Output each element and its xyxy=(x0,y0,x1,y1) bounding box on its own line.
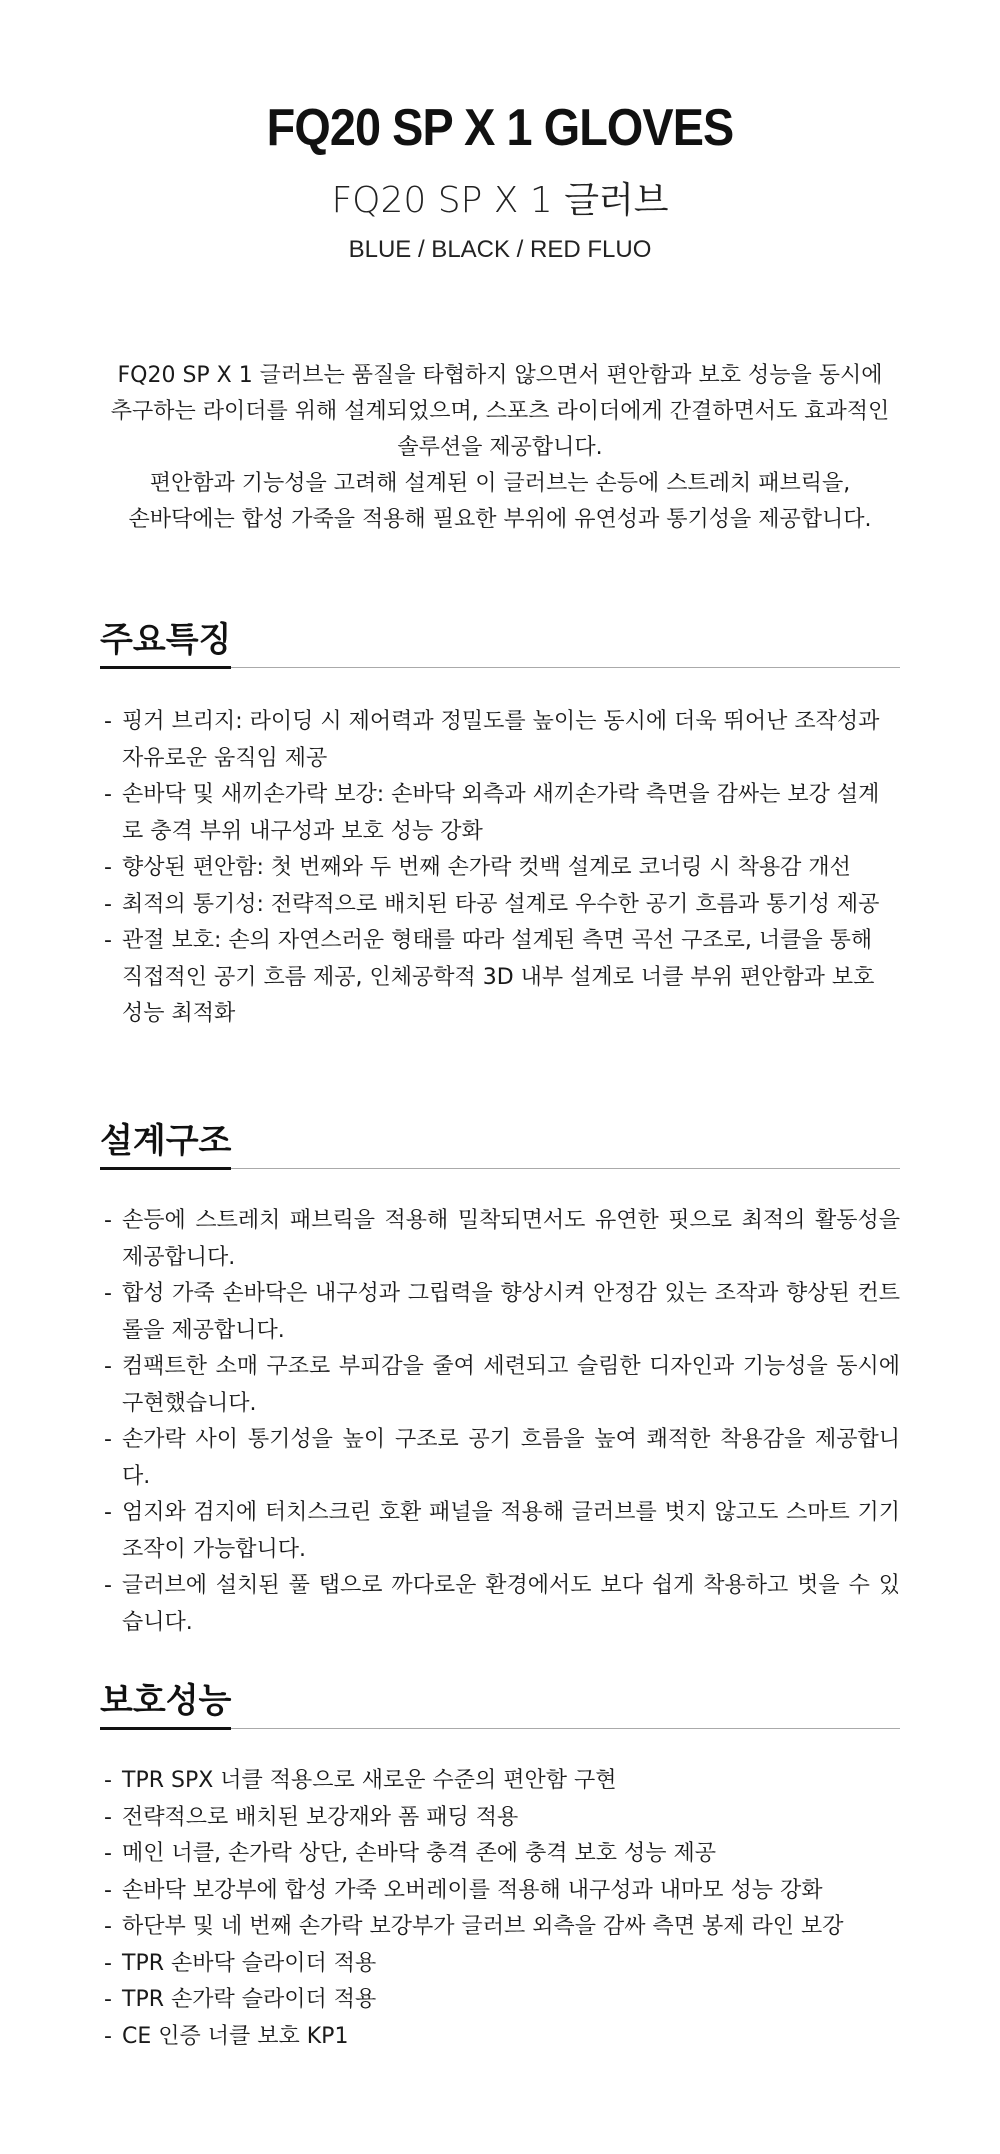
list-item-text: 핑거 브리지: 라이딩 시 제어력과 정밀도를 높이는 동시에 더욱 뛰어난 조작성과 자유로운 움직임 제공 xyxy=(122,709,880,771)
list-item xyxy=(104,923,900,1033)
list-item-text: TPR SPX 너클 적용으로 새로운 수준의 편안함 구현 xyxy=(122,1768,617,1793)
list-item xyxy=(104,777,900,850)
list-item-text: 손바닥 보강부에 합성 가죽 오버레이를 적용해 내구성과 내마모 성능 강화 xyxy=(122,1877,823,1903)
list-item xyxy=(104,1763,900,1800)
list-marker: - xyxy=(104,1804,112,1830)
list-item xyxy=(104,1276,900,1349)
intro-line: FQ20 SP X 1 글러브는 품질을 타협하지 않으면서 편안함과 보호 성능을 동시에 xyxy=(117,363,883,388)
list-item-text: 전략적으로 배치된 보강재와 폼 패딩 적용 xyxy=(122,1804,519,1830)
list-item-text: 컴팩트한 소매 구조로 부피감을 줄여 세련되고 슬림한 디자인과 기능성을 동시에 구현했습니다. xyxy=(122,1354,900,1416)
intro-paragraph xyxy=(100,358,900,538)
list-item xyxy=(104,1203,900,1276)
list-marker: - xyxy=(104,855,112,880)
list-item-text: CE 인증 너클 보호 KP1 xyxy=(122,2023,349,2049)
list-marker: - xyxy=(104,1841,112,1866)
list-item xyxy=(104,1800,900,1837)
list-item xyxy=(104,1568,900,1641)
list-item xyxy=(104,1946,900,1983)
list-item xyxy=(104,887,900,924)
list-item-text: 손등에 스트레치 패브릭을 적용해 밀착되면서도 유연한 핏으로 최적의 활동성을 제공합니다. xyxy=(122,1208,900,1270)
list-item xyxy=(104,1422,900,1495)
list-item xyxy=(104,1836,900,1873)
section-heading: 주요특징 xyxy=(100,614,231,669)
list-marker: - xyxy=(104,1281,112,1306)
list-marker: - xyxy=(104,2023,112,2049)
section-heading: 설계구조 xyxy=(100,1115,231,1170)
features-list xyxy=(104,704,900,1033)
list-item xyxy=(104,1349,900,1422)
list-marker: - xyxy=(104,1950,112,1976)
section-heading: 보호성능 xyxy=(100,1675,231,1730)
list-marker: - xyxy=(104,1354,112,1379)
intro-line: 솔루션을 제공합니다. xyxy=(397,435,603,460)
list-marker: - xyxy=(104,1208,112,1233)
list-marker: - xyxy=(104,928,112,953)
design-section xyxy=(100,1115,900,1635)
protection-list xyxy=(104,1763,900,2055)
list-item xyxy=(104,1873,900,1910)
features-section xyxy=(100,614,900,1026)
list-item-text: TPR 손바닥 슬라이더 적용 xyxy=(122,1950,377,1976)
list-item xyxy=(104,850,900,887)
list-marker: - xyxy=(104,709,112,734)
list-item-text: 하단부 및 네 번째 손가락 보강부가 글러브 외측을 감싸 측면 봉제 라인 보강 xyxy=(122,1914,844,1939)
list-item-text: 손가락 사이 통기성을 높이 구조로 공기 흐름을 높여 쾌적한 착용감을 제공합니다. xyxy=(122,1427,900,1489)
list-marker: - xyxy=(104,1877,112,1903)
list-item xyxy=(104,1982,900,2019)
list-marker: - xyxy=(104,891,112,917)
list-item-text: TPR 손가락 슬라이더 적용 xyxy=(122,1987,377,2012)
list-item-text: 엄지와 검지에 터치스크린 호환 패널을 적용해 글러브를 벗지 않고도 스마트 기기 조작이 가능합니다. xyxy=(122,1500,900,1562)
list-item-text: 관절 보호: 손의 자연스러운 형태를 따라 설계된 측면 곡선 구조로, 너클을 통해 직접적인 공기 흐름 제공, 인체공학적 3D 내부 설계로 너클 부위 편안함과 보호 성능 최적화 xyxy=(122,928,875,1026)
list-marker: - xyxy=(104,1987,112,2012)
list-item xyxy=(104,1495,900,1568)
intro-line: 편안함과 기능성을 고려해 설계된 이 글러브는 손등에 스트레치 패브릭을, xyxy=(149,471,851,496)
list-item-text: 합성 가죽 손바닥은 내구성과 그립력을 향상시켜 안정감 있는 조작과 향상된 컨트롤을 제공합니다. xyxy=(122,1281,900,1343)
list-item-text: 향상된 편안함: 첫 번째와 두 번째 손가락 컷백 설계로 코너링 시 착용감 개선 xyxy=(122,855,851,880)
list-item xyxy=(104,704,900,777)
list-marker: - xyxy=(104,1427,112,1452)
list-item-text: 손바닥 및 새끼손가락 보강: 손바닥 외측과 새끼손가락 측면을 감싸는 보강 설계로 충격 부위 내구성과 보호 성능 강화 xyxy=(122,782,880,844)
intro-line: 추구하는 라이더를 위해 설계되었으며, 스포츠 라이더에게 간결하면서도 효과적인 xyxy=(110,399,890,424)
list-marker: - xyxy=(104,1768,112,1793)
color-options: BLUE / BLACK / RED FLUO xyxy=(348,236,652,263)
list-item-text: 메인 너클, 손가락 상단, 손바닥 충격 존에 충격 보호 성능 제공 xyxy=(122,1841,716,1866)
list-item xyxy=(104,1909,900,1946)
design-list xyxy=(104,1203,900,1641)
list-item xyxy=(104,2019,900,2056)
list-marker: - xyxy=(104,1914,112,1939)
list-item-text: 글러브에 설치된 풀 탭으로 까다로운 환경에서도 보다 쉽게 착용하고 벗을 수 있습니다. xyxy=(122,1573,900,1635)
protection-section xyxy=(100,1675,900,2049)
list-marker: - xyxy=(104,782,112,807)
intro-line: 손바닥에는 합성 가죽을 적용해 필요한 부위에 유연성과 통기성을 제공합니다. xyxy=(128,507,872,532)
product-subtitle: FQ20 SP X 1 글러브 xyxy=(331,180,669,221)
list-marker: - xyxy=(104,1573,112,1598)
list-marker: - xyxy=(104,1500,112,1525)
list-item-text: 최적의 통기성: 전략적으로 배치된 타공 설계로 우수한 공기 흐름과 통기성 제공 xyxy=(122,891,880,917)
product-title: FQ20 SP X 1 GLOVES xyxy=(266,99,734,157)
